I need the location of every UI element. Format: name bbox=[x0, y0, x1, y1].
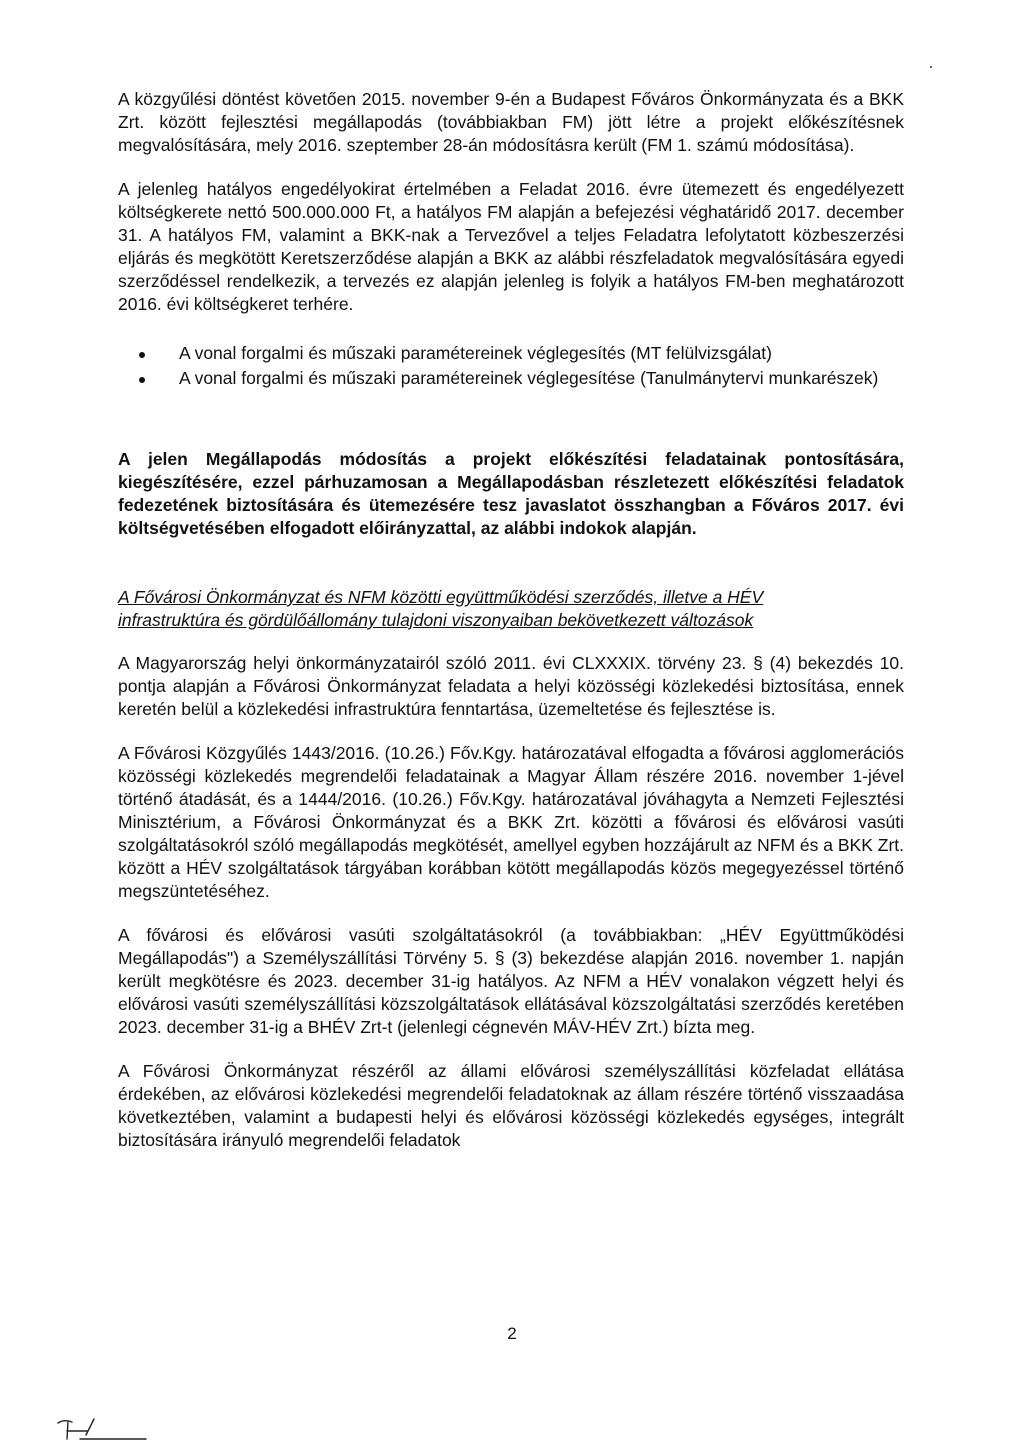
bullet-text: A vonal forgalmi és műszaki paramétereinek véglegesítés (MT felülvizsgálat) bbox=[179, 343, 772, 363]
section-heading-line-2: infrastruktúra és gördülőállomány tulajdoni viszonyaiban bekövetkezett változások bbox=[118, 610, 754, 630]
document-page bbox=[118, 88, 904, 1173]
body-paragraph-1: A Magyarország helyi önkormányzatairól szóló 2011. évi CLXXXIX. törvény 23. § (4) bekezdés 10. pontja alapján a Fővárosi Önkormányzat feladata a helyi közösségi közlekedési biztosítása, ennek keretén belül a közlekedési infrastruktúra fenntartása, üzemeltetése és fejlesztése is. bbox=[118, 653, 904, 719]
bullet-item bbox=[118, 342, 904, 365]
intro-paragraph-2: A jelenleg hatályos engedélyokirat értelmében a Feladat 2016. évre ütemezett és engedélyezett költségkerete nettó 500.000.000 Ft, a hatályos FM alapján a befejezési véghatáridő 2017. december 31. A hatályos FM, valamint a BKK-nak a Tervezővel a teljes Feladatra lefolytatott közbeszerzési eljárás és megkötött Keretszerződése alapján a BKK az alábbi részfeladatok megvalósítására egyedi szerződéssel rendelkezik, a tervezés ez alapján jelenleg is folyik a hatályos FM-ben meghatározott 2016. évi költségkeret terhére. bbox=[118, 179, 904, 314]
bullet-text: A vonal forgalmi és műszaki paramétereinek véglegesítése (Tanulmánytervi munkarészek) bbox=[179, 368, 879, 388]
section-heading-line-1: A Fővárosi Önkormányzat és NFM közötti együttműködési szerződés, illetve a HÉV bbox=[118, 587, 764, 607]
intro-paragraph-1: A közgyűlési döntést követően 2015. november 9-én a Budapest Főváros Önkormányzata és a BKK Zrt. között fejlesztési megállapodás (továbbiakban FM) jött létre a projekt előkészítésnek megvalósítására, mely 2016. szeptember 28-án módosításra került (FM 1. számú módosítása). bbox=[118, 89, 904, 155]
scan-speck bbox=[930, 66, 932, 68]
body-paragraph-4: A Fővárosi Önkormányzat részéről az állami elővárosi személyszállítási közfeladat ellátása érdekében, az elővárosi közlekedési megrendelői feladatoknak az állam részére történő visszaadása következtében, valamint a budapesti helyi és elővárosi közösségi közlekedés egységes, integrált biztosítására irányuló megrendelői feladatok bbox=[118, 1061, 904, 1150]
handwritten-signature bbox=[50, 1413, 150, 1443]
bullet-dot-icon bbox=[139, 377, 145, 383]
body-paragraph-3: A fővárosi és elővárosi vasúti szolgáltatásokról (a továbbiakban: „HÉV Együttműködési Megállapodás") a Személyszállítási Törvény 5. § (3) bekezdése alapján 2016. november 1. napján került megkötésre és 2023. december 31-ig hatályos. Az NFM a HÉV vonalakon végzett helyi és elővárosi vasúti személyszállítási közszolgáltatások ellátásával közszolgáltatási szerződés keretében 2023. december 31-ig a BHÉV Zrt-t (jelenlegi cégnevén MÁV-HÉV Zrt.) bízta meg. bbox=[118, 925, 904, 1037]
section-heading bbox=[118, 586, 904, 632]
task-bullet-list bbox=[118, 342, 904, 390]
amendment-summary-paragraph: A jelen Megállapodás módosítás a projekt előkészítési feladatainak pontosítására, kiegészítésére, ezzel párhuzamosan a Megállapodásban részletezett előkészítési feladatok fedezetének biztosítására és ütemezésére tesz javaslatot összhangban a Főváros 2017. évi költségvetésében elfogadott előirányzattal, az alábbi indokok alapján. bbox=[118, 449, 904, 538]
bullet-dot-icon bbox=[139, 352, 145, 358]
body-paragraph-2: A Fővárosi Közgyűlés 1443/2016. (10.26.) Főv.Kgy. határozatával elfogadta a fővárosi agglomerációs közösségi közlekedés megrendelői feladatainak a Magyar Állam részére 2016. november 1-jével történő átadását, és a 1444/2016. (10.26.) Főv.Kgy. határozatával jóváhagyta a Nemzeti Fejlesztési Minisztérium, a Fővárosi Önkormányzat és a BKK Zrt. közötti a fővárosi és elővárosi vasúti szolgáltatásokról szóló megállapodás megkötését, amellyel egyben hozzájárult az NFM és a BKK Zrt. között a HÉV szolgáltatások tárgyában korábban kötött megállapodás közös megegyezéssel történő megszüntetéséhez. bbox=[118, 743, 904, 901]
page-number: 2 bbox=[507, 1324, 517, 1343]
bullet-item bbox=[118, 367, 904, 390]
